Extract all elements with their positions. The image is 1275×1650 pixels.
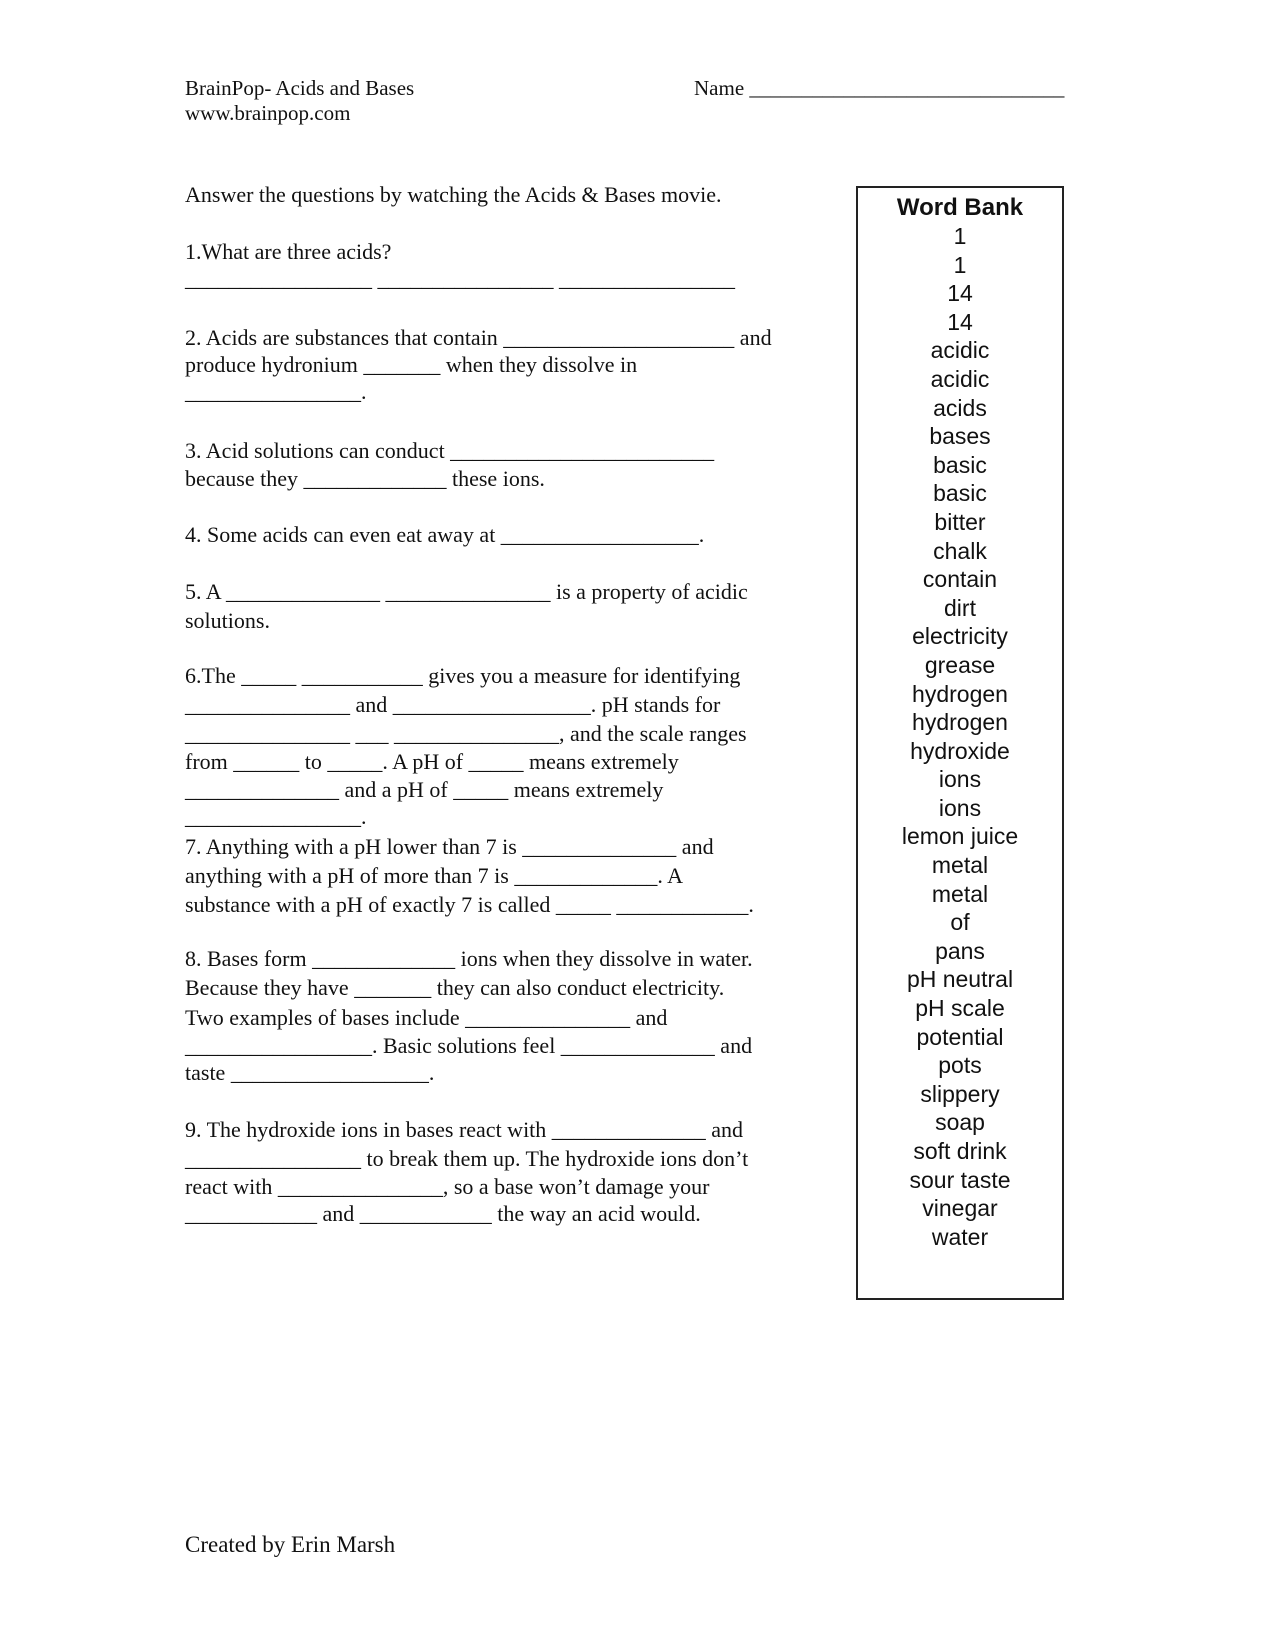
- instructions: Answer the questions by watching the Acids & Bases movie.: [185, 182, 722, 207]
- word-bank-item: bases: [929, 423, 991, 450]
- word-bank-list: [858, 222, 1062, 1251]
- word-bank-item: pots: [938, 1052, 982, 1079]
- question-line: _______________ and __________________. pH stands for: [185, 692, 721, 717]
- question-line: taste __________________.: [185, 1060, 435, 1085]
- question-line: react with _______________, so a base won’t damage your: [185, 1174, 710, 1199]
- question-line: 5. A ______________ _______________ is a property of acidic: [185, 579, 748, 604]
- question-line: Because they have _______ they can also conduct electricity.: [185, 975, 725, 1000]
- word-bank-item: potential: [916, 1023, 1004, 1050]
- word-bank-item: lemon juice: [901, 823, 1019, 850]
- question-line: 4. Some acids can even eat away at __________________.: [185, 522, 705, 547]
- word-bank-item: electricity: [912, 623, 1008, 650]
- word-bank-item: soap: [935, 1109, 985, 1136]
- word-bank-item: metal: [931, 852, 989, 879]
- word-bank-item: 14: [947, 280, 973, 307]
- word-bank-item: 14: [947, 308, 973, 335]
- word-bank-item: hydrogen: [912, 709, 1008, 736]
- word-bank-item: of: [950, 909, 970, 936]
- question-line: 3. Acid solutions can conduct ________________________: [185, 438, 715, 463]
- word-bank-item: acidic: [930, 337, 990, 364]
- question-line: because they _____________ these ions.: [185, 466, 545, 491]
- word-bank-item: ions: [938, 766, 982, 793]
- word-bank-title: Word Bank: [896, 194, 1024, 221]
- word-bank-item: dirt: [944, 594, 976, 621]
- word-bank-item: hydrogen: [912, 680, 1008, 707]
- question-line: substance with a pH of exactly 7 is called _____ ____________.: [185, 892, 754, 917]
- answer-line: _________________ ________________ ________________: [185, 266, 735, 291]
- word-bank-item: acids: [933, 394, 987, 421]
- question-line: ________________ to break them up. The hydroxide ions don’t: [185, 1146, 749, 1171]
- question-line: 8. Bases form _____________ ions when they dissolve in water.: [185, 946, 753, 971]
- word-bank-item: basic: [933, 480, 987, 507]
- website-url: www.brainpop.com: [185, 101, 351, 125]
- question-line: ________________.: [185, 804, 367, 829]
- word-bank-item: hydroxide: [910, 737, 1010, 764]
- question-line: 7. Anything with a pH lower than 7 is ______________ and: [185, 834, 714, 859]
- question-line: anything with a pH of more than 7 is _____________. A: [185, 863, 684, 888]
- word-bank-item: pH neutral: [906, 966, 1014, 993]
- question-line: 6.The _____ ___________ gives you a measure for identifying: [185, 663, 741, 688]
- word-bank-box: [856, 186, 1064, 1300]
- question-line: solutions.: [185, 608, 270, 633]
- question-line: 1.What are three acids?: [185, 239, 392, 264]
- question-line: 9. The hydroxide ions in bases react with ______________ and: [185, 1117, 744, 1142]
- word-bank-item: metal: [931, 880, 989, 907]
- word-bank-item: acidic: [930, 365, 990, 392]
- author-credit: Created by Erin Marsh: [185, 1532, 396, 1557]
- question-line: _________________. Basic solutions feel ______________ and: [185, 1033, 753, 1058]
- question-line: _______________ ___ _______________, and the scale ranges: [185, 721, 747, 746]
- question-line: ______________ and a pH of _____ means extremely: [185, 777, 664, 802]
- question-line: produce hydronium _______ when they dissolve in: [185, 352, 638, 377]
- word-bank-item: 1: [953, 251, 967, 278]
- worksheet-title: BrainPop- Acids and Bases: [185, 76, 415, 100]
- name-field-label: Name ______________________________: [694, 76, 1065, 100]
- word-bank-item: 1: [953, 223, 967, 249]
- word-bank-item: vinegar: [922, 1195, 998, 1222]
- question-line: ____________ and ____________ the way an acid would.: [185, 1201, 701, 1226]
- question-line: Two examples of bases include _______________ and: [185, 1005, 668, 1030]
- question-line: ________________.: [185, 379, 367, 404]
- word-bank-item: ions: [938, 794, 982, 821]
- word-bank-item: soft drink: [913, 1138, 1007, 1164]
- word-bank-item: pans: [935, 937, 985, 964]
- question-line: 2. Acids are substances that contain _____________________ and: [185, 325, 772, 350]
- word-bank-item: contain: [922, 566, 998, 593]
- word-bank-item: pH scale: [915, 995, 1005, 1022]
- word-bank-item: chalk: [933, 537, 987, 564]
- word-bank-item: slippery: [920, 1080, 1000, 1107]
- word-bank-item: grease: [924, 651, 996, 678]
- word-bank-item: water: [931, 1223, 989, 1250]
- word-bank-item: basic: [933, 451, 987, 478]
- word-bank-item: bitter: [934, 508, 986, 535]
- word-bank-item: sour taste: [909, 1166, 1011, 1193]
- question-line: from ______ to _____. A pH of _____ means extremely: [185, 749, 679, 774]
